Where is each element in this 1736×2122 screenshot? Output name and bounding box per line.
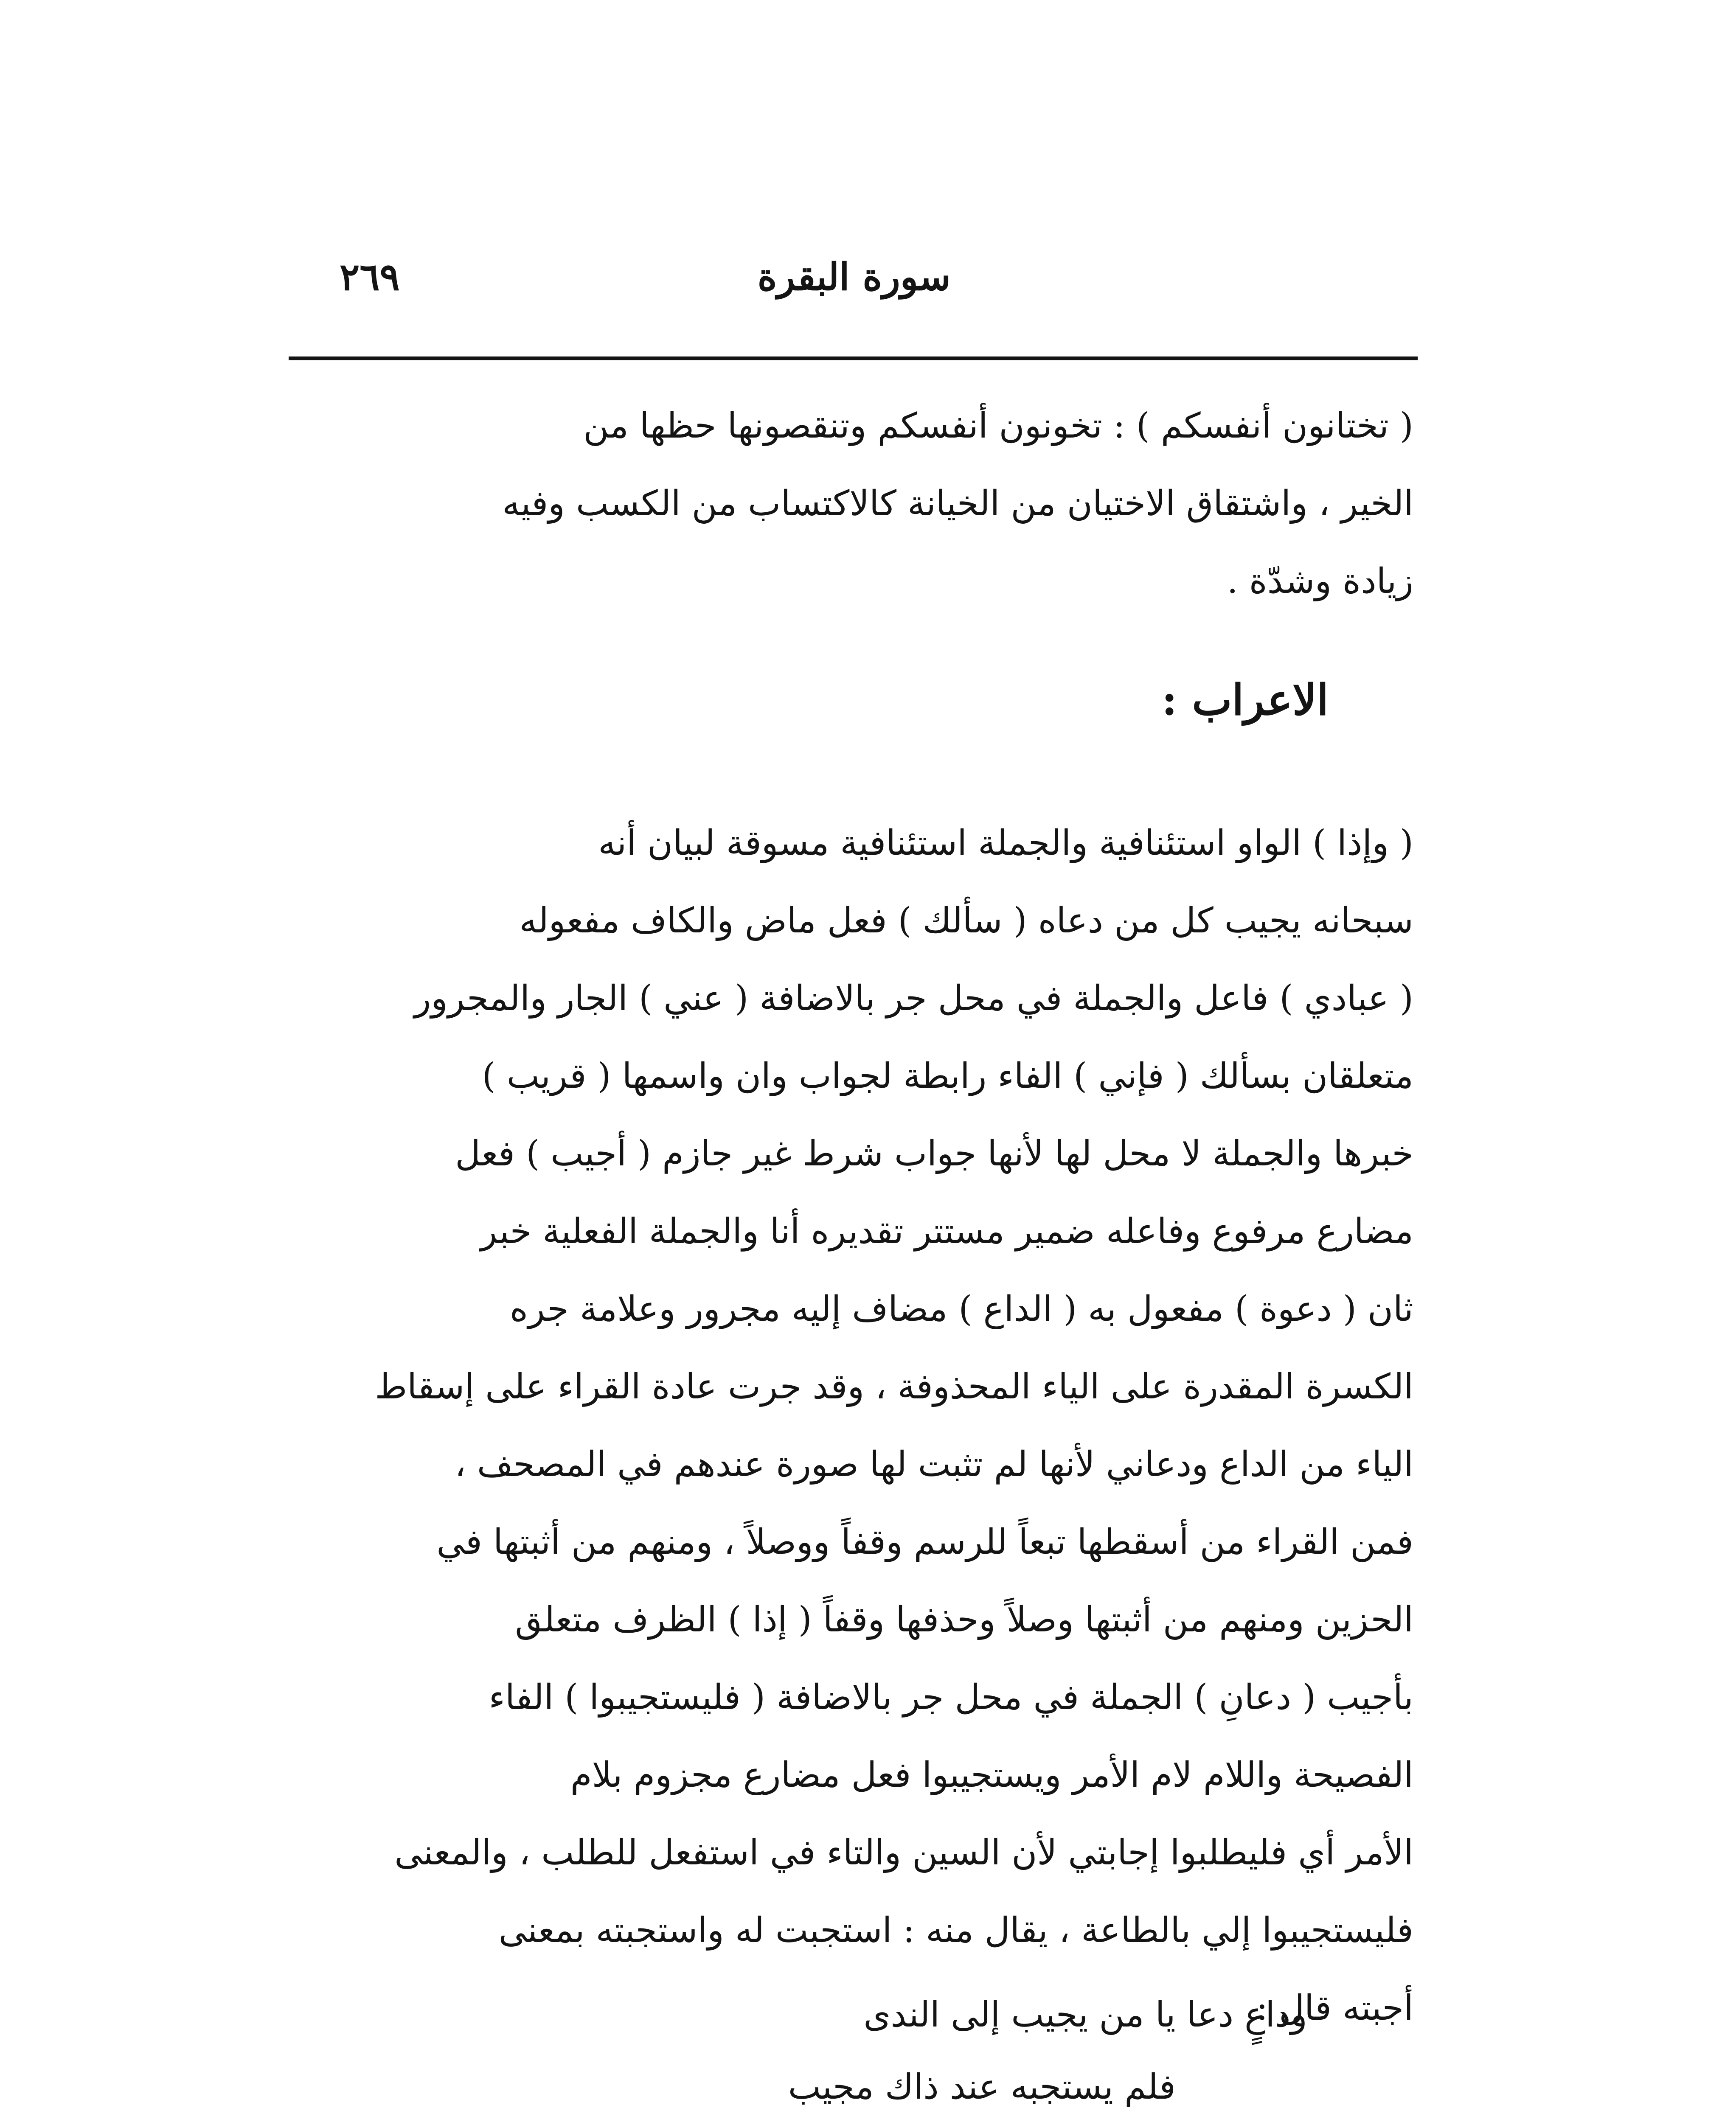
poem-verse xyxy=(293,0,1413,2122)
parsing-line: مضارع مرفوع وفاعله ضمير مستتر تقديره أنا والجملة الفعلية خبر xyxy=(480,1211,1413,1252)
vocabulary-line: الخير ، واشتقاق الاختيان من الخيانة كالاكتساب من الكسب وفيه xyxy=(502,483,1413,524)
parsing-line: ثان ( دعوة ) مفعول به ( الداع ) مضاف إليه مجرور وعلامة جره xyxy=(510,1289,1413,1329)
parsing-line: الحزين ومنهم من أثبتها وصلاً وحذفها وقفاً ( إذا ) الظرف متعلق xyxy=(515,1600,1413,1640)
section-heading: الاعراب : xyxy=(1161,675,1329,725)
vocabulary-line: زيادة وشدّة . xyxy=(1227,561,1413,601)
parsing-line: ( عبادي ) فاعل والجملة في محل جر بالاضافة ( عني ) الجار والمجرور xyxy=(414,978,1413,1019)
vocabulary-line: ( تختانون أنفسكم ) : تخونون أنفسكم وتنقصونها حظها من xyxy=(583,406,1413,446)
parsing-line: ( وإذا ) الواو استئنافية والجملة استئنافية مسوقة لبيان أنه xyxy=(598,823,1413,863)
poem-first-hemistich: وداعٍ دعا يا من يجيب إلى الندى xyxy=(863,1995,1307,2035)
parsing-line: متعلقان بسألك ( فإني ) الفاء رابطة لجواب وان واسمها ( قريب ) xyxy=(482,1056,1413,1096)
page-number: ٢٦٩ xyxy=(340,255,400,299)
parsing-line: الياء من الداع ودعاني لأنها لم تثبت لها صورة عندهم في المصحف ، xyxy=(455,1444,1413,1485)
parsing-line: أجبته قال : xyxy=(1256,1988,1413,2028)
parsing-line: بأجيب ( دعانِ ) الجملة في محل جر بالاضافة ( فليستجيبوا ) الفاء xyxy=(489,1677,1413,1718)
surah-title: سورة البقرة xyxy=(757,255,951,299)
parsing-line: الأمر أي فليطلبوا إجابتي لأن السين والتاء في استفعل للطلب ، والمعنى xyxy=(394,1833,1413,1873)
parsing-line: خبرها والجملة لا محل لها لأنها جواب شرط غير جازم ( أجيب ) فعل xyxy=(455,1134,1413,1174)
parsing-line: فمن القراء من أسقطها تبعاً للرسم وقفاً ووصلاً ، ومنهم من أثبتها في xyxy=(436,1522,1413,1562)
parsing-line: فليستجيبوا إلي بالطاعة ، يقال منه : استجبت له واستجبته بمعنى xyxy=(498,1910,1413,1951)
parsing-line: الكسرة المقدرة على الياء المحذوفة ، وقد جرت عادة القراء على إسقاط xyxy=(375,1367,1413,1407)
poem-second-hemistich: فلم يستجبه عند ذاك مجيب xyxy=(788,2067,1176,2107)
parsing-line: الفصيحة واللام لام الأمر ويستجيبوا فعل مضارع مجزوم بلام xyxy=(570,1755,1413,1795)
parsing-line: سبحانه يجيب كل من دعاه ( سألك ) فعل ماض والكاف مفعوله xyxy=(519,901,1413,941)
